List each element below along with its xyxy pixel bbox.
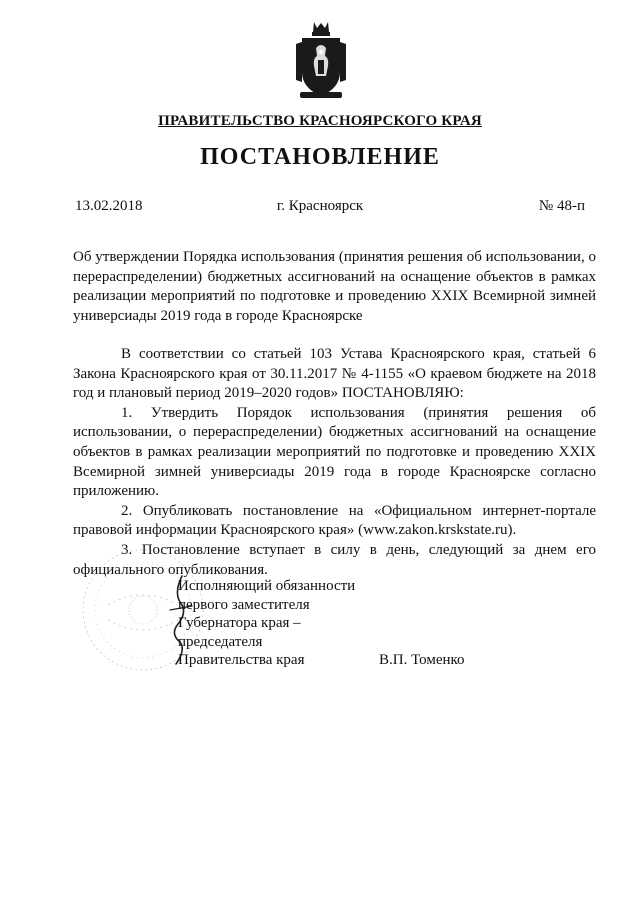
signatory-name: В.П. Томенко — [379, 652, 465, 668]
krasnoyarsk-coat-of-arms-icon — [296, 22, 346, 100]
signatory-line-1: Исполняющий обязанности — [178, 578, 356, 594]
document-subject: Об утверждении Порядка использования (принятия решения об использовании, о перераспределении) бюджетных ассигнований на оснащение объектов в рамках реализации мероприятий по подготовке и проведению XXIX Всемирной зимней универсиады 2019 года в городе Красноярске — [73, 249, 596, 324]
organization-title: ПРАВИТЕЛЬСТВО КРАСНОЯРСКОГО КРАЯ — [158, 113, 482, 129]
document-number: № 48-п — [538, 198, 585, 214]
signatory-line-2: первого заместителя — [178, 596, 310, 613]
preamble-paragraph: В соответствии со статьей 103 Устава Красноярского края, статьей 6 Закона Красноярского края от 30.11.2017 № 4-1155 «О краевом бюджете на 2018 год и плановый период 2019–2020 годов» ПОСТАНОВЛЯЮ: — [73, 346, 596, 402]
document-city: г. Красноярск — [276, 198, 364, 214]
signatory-block — [178, 577, 355, 670]
document-date: 13.02.2018 — [75, 198, 143, 214]
document-type-title: ПОСТАНОВЛЕНИЕ — [200, 144, 440, 170]
item-paragraph-1: 1. Утвердить Порядок использования (принятия решения об использовании, о перераспределении) бюджетных ассигнований на оснащение объектов в рамках реализации мероприятий по подготовке и проведению XXIX Всемирной зимней универсиады 2019 года в городе Красноярске согласно приложению. — [73, 404, 596, 500]
item-paragraph-3: 3. Постановление вступает в силу в день, следующий за днем его официального опубликования. — [73, 541, 596, 578]
signatory-line-4: председателя — [178, 633, 263, 650]
signatory-line-3: Губернатора края – — [178, 615, 301, 632]
signatory-line-5: Правительства края — [178, 652, 305, 669]
item-paragraph-2: 2. Опубликовать постановление на «Официальном интернет-портале правовой информации Красноярского края» (www.zakon.krskstate.ru). — [73, 502, 596, 539]
